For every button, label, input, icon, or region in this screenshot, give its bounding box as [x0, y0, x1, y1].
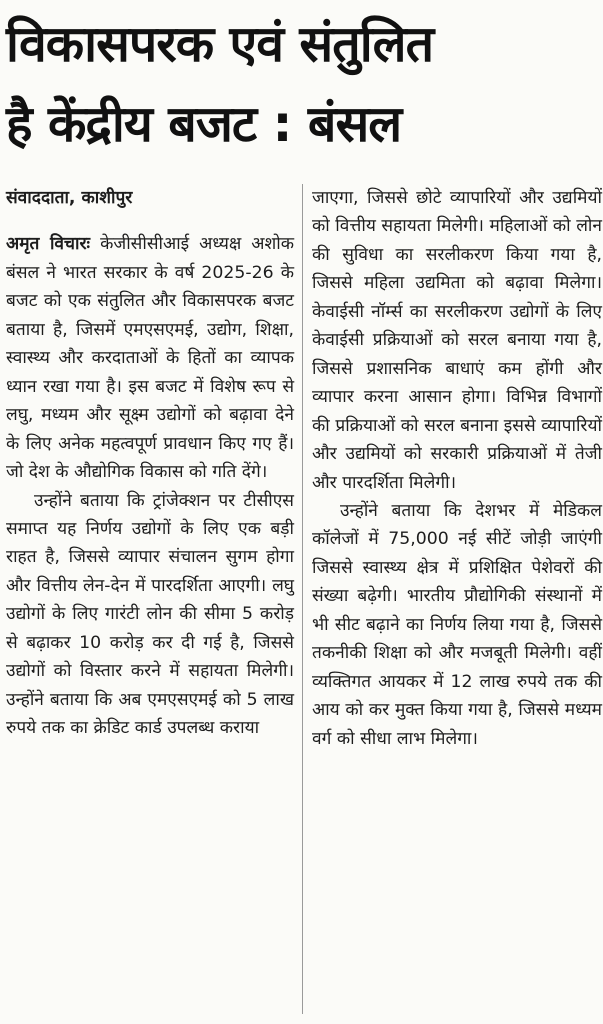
- article-paragraph-1: [6, 230, 294, 486]
- headline-line-1: विकासपरक एवं संतुलित: [6, 15, 434, 73]
- byline: संवाददाता, काशीपुर: [6, 188, 133, 208]
- column-divider: [302, 184, 303, 1014]
- article-paragraph-3: जाएगा, जिससे छोटे व्यापारियों और उद्यमियों को वित्तीय सहायता मिलेगी। महिलाओं को लोन की सुविधा का सरलीकरण किया गया है, जिससे महिला उद्यमिता को बढ़ावा मिलेगा। केवाईसी नॉर्म्स का सरलीकरण उद्योगों के लिए केवाईसी प्रक्रियाओं को सरल बनाया गया है, जिससे प्रशासनिक बाधाएं कम होंगी और व्यापार करना आसान होगा। विभिन्न विभागों की प्रक्रियाओं को सरल बनाना इससे व्यापारियों और उद्यमियों को सरकारी प्रक्रियाओं में तेजी और पारदर्शिता मिलेगी।: [312, 188, 602, 493]
- dateline: अमृत विचारः: [6, 234, 91, 255]
- headline: [6, 4, 598, 164]
- article-paragraph-1-text: केजीसीसीआई अध्यक्ष अशोक बंसल ने भारत सरकार के वर्ष 2025-26 के बजट को एक संतुलित और विकासपरक बजट बताया है, जिसमें एमएसएमई, उद्योग, शिक्षा, स्वास्थ्य और करदाताओं के हितों का व्यापक ध्यान रखा गया है। इस बजट में विशेष रूप से लघु, मध्यम और सूक्ष्म उद्योगों को बढ़ावा देने के लिए अनेक महत्वपूर्ण प्रावधान किए गए हैं। जो देश के औद्योगिक विकास को गति देंगे।: [6, 234, 295, 483]
- article-paragraph-2: उन्होंने बताया कि ट्रांजेक्शन पर टीसीएस समाप्त यह निर्णय उद्योगों के लिए एक बड़ी राहत है, जिससे व्यापार संचालन सुगम होगा और वित्तीय लेन-देन में पारदर्शिता आएगी। लघु उद्योगों के लिए गारंटी लोन की सीमा 5 करोड़ से बढ़ाकर 10 करोड़ कर दी गई है, जिससे उद्योगों को विस्तार करने में सहायता मिलेगी। उन्होंने बताया कि अब एमएसएमई को 5 लाख रुपये तक का क्रेडिट कार्ड उपलब्ध कराया: [6, 490, 294, 739]
- article-column-right: [312, 184, 602, 753]
- headline-line-2: है केंद्रीय बजट : बंसल: [6, 95, 402, 153]
- article-paragraph-4: उन्होंने बताया कि देशभर में मेडिकल कॉलेजों में 75,000 नई सीटें जोड़ी जाएंगी जिससे स्वास्थ्य क्षेत्र में प्रशिक्षित पेशेवरों की संख्या बढ़ेगी। भारतीय प्रौद्योगिकी संस्थानों में भी सीट बढ़ाने का निर्णय लिया गया है, जिससे तकनीकी शिक्षा को और मजबूती मिलेगी। वहीं व्यक्तिगत आयकर में 12 लाख रुपये तक की आय को कर मुक्त किया गया है, जिससे मध्यम वर्ग को सीधा लाभ मिलेगा।: [312, 500, 602, 749]
- article-column-left: [6, 184, 294, 743]
